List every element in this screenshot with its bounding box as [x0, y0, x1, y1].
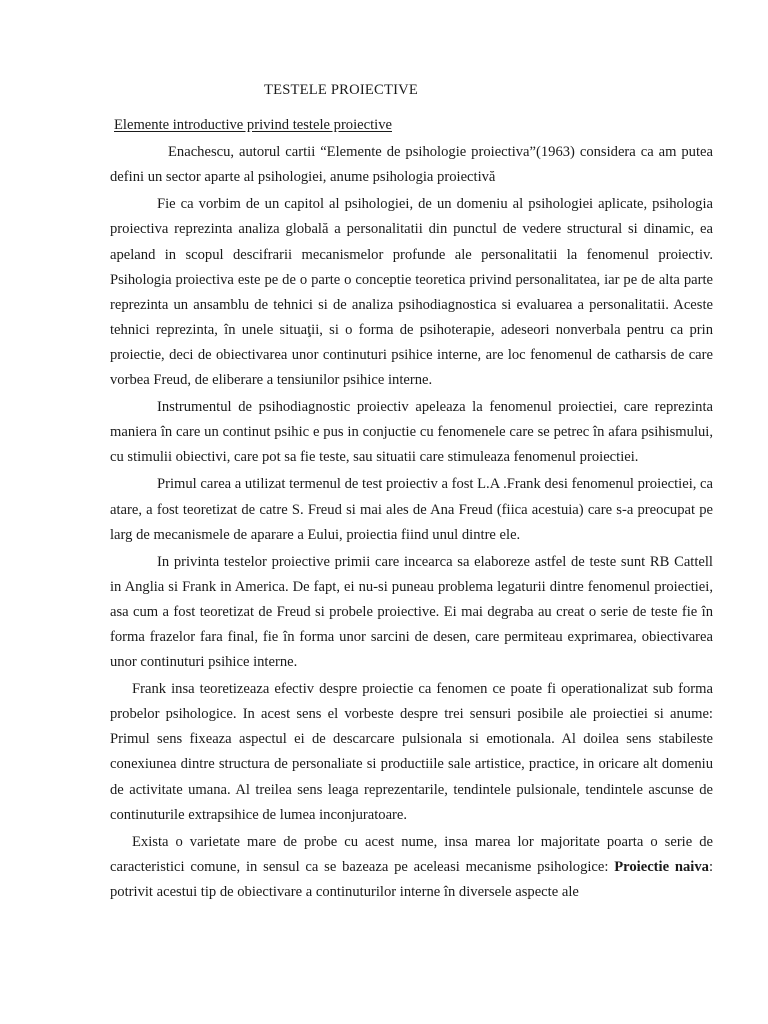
paragraph-7-text-before: Exista o varietate mare de probe cu acest nume, insa marea lor majoritate poarta o serie de caracteristici comune, in sensul ca se bazeaza pe aceleasi mecanisme psihologice: [110, 833, 713, 875]
paragraph-6: Frank insa teoretizeaza efectiv despre proiectie ca fenomen ce poate fi operationalizat sub forma probelor psihologice. In acest sens el vorbeste despre trei sensuri posibile ale proiectiei si anume: Primul sens fixeaza aspectul ei de descarcare pulsionala si emotionala. Al doilea sens stabileste conexiunea dintre structura de personaliate si productiile sale artistice, practice, in oricare alt domeniu de activitate umana. Al treilea sens leaga reprezentarile, tendintele pulsionale, tendintele ascunse de continuturile extrapsihice de lumea inconjuratoare. [110, 681, 713, 823]
paragraph-1: Enachescu, autorul cartii “Elemente de psihologie proiectiva”(1963) considera ca am putea defini un sector aparte al psihologiei, anume psihologia proiectivă [110, 144, 713, 186]
document-page [110, 78, 713, 907]
paragraph-4: Primul carea a utilizat termenul de test proiectiv a fost L.A .Frank desi fenomenul proiectiei, ca atare, a fost teoretizat de catre S. Freud si mai ales de Ana Freud (fiica acestuia) care s-a preocupat pe larg de mecanismele de aparare a Eului, proiectia fiind unul dintre ele. [110, 476, 713, 543]
paragraph-5: In privinta testelor proiective primii care incearca sa elaboreze astfel de teste sunt RB Cattell in Anglia si Frank in America. De fapt, ei nu-si puneau problema legaturii dintre fenomenul proiectiei, asa cum a fost teoretizat de Freud si probele proiective. Ei mai degraba au creat o serie de teste fie în forma frazelor fara final, fie în forma unor sarcini de desen, care permiteau exprimarea, obiectivarea unor continuturi psihice interne. [110, 553, 713, 671]
bold-term: Proiectie naiva [614, 858, 709, 875]
section-heading: Elemente introductive privind testele proiective [114, 117, 392, 134]
document-title: TESTELE PROIECTIVE [264, 82, 418, 98]
paragraph-7 [110, 830, 713, 905]
paragraph-3: Instrumentul de psihodiagnostic proiectiv apeleaza la fenomenul proiectiei, care reprezinta maniera în care un continut psihic e pus in conjuctie cu fenomenele care se petrec în afara psihismului, cu stimulii obiectivi, care pot sa fie teste, sau situatii care stimuleaza fenomenul proiectiei. [110, 399, 713, 466]
paragraph-2: Fie ca vorbim de un capitol al psihologiei, de un domeniu al psihologiei aplicate, psihologia proiectiva reprezinta analiza globală a personalitatii din punctul de vedere structural si dinamic, ea apeland in scopul descifrarii mecanismelor profunde ale personalitatii la fenomenul proiectiv. Psihologia proiectiva este pe de o parte o conceptie teoretica privind personalitatea, iar pe de alta parte reprezinta un ansamblu de tehnici si de analiza psihodiagnostica si evaluarea a personalitatii. Aceste tehnici reprezinta, în unele situaţii, si o forma de psihoterapie, adeseori nonverbala pentru ca prin proiectie, deci de obiectivarea unor continuturi psihice interne, are loc fenomenul de catharsis de care vorbea Freud, de eliberare a tensiunilor psihice interne. [110, 196, 713, 389]
paragraph-7-text-after: : potrivit acestui tip de obiectivare a continuturilor interne în diversele aspecte ale [110, 858, 713, 900]
